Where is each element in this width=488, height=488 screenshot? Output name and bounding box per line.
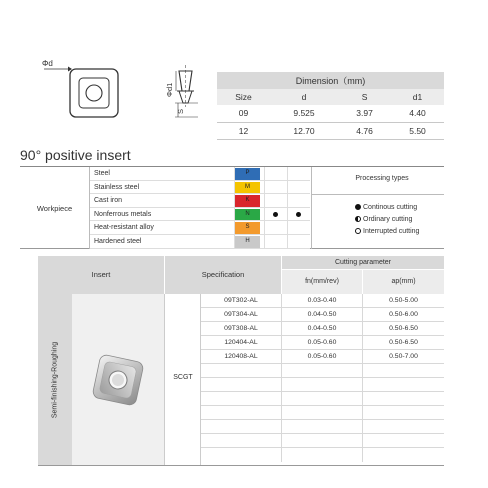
ap-cell <box>363 392 444 406</box>
operation-label: Semi-finishing-Roughing <box>51 341 59 419</box>
table-row <box>201 294 444 308</box>
fn-cell <box>282 406 363 420</box>
fn-cell: 0.04-0.50 <box>282 308 363 322</box>
material-name: Heat-resistant alloy <box>94 224 154 232</box>
spec-cell: 09T302-AL <box>201 294 282 308</box>
material-name: Hardened steel <box>94 238 142 245</box>
material-code-badge: P <box>235 168 260 180</box>
processing-type-label: Continous cutting <box>363 204 418 211</box>
ap-cell: 0.50-6.00 <box>389 311 418 318</box>
table-row <box>201 322 444 336</box>
suitability-dot <box>273 212 278 217</box>
material-name: Nonferrous metals <box>94 210 152 218</box>
insert-table-header <box>38 256 444 294</box>
spec-cell <box>201 448 282 462</box>
fn-cell <box>282 364 363 378</box>
dimension-row <box>217 122 444 139</box>
fn-cell: 0.04-0.50 <box>282 322 363 336</box>
fn-cell: 0.03-0.40 <box>282 294 363 308</box>
table-bottom-rule <box>38 465 444 466</box>
cell: 4.40 <box>391 105 444 122</box>
material-row <box>90 181 310 195</box>
empty-circle-icon <box>355 228 361 234</box>
spec-cell: 120404-AL <box>201 336 282 350</box>
cell: 12.70 <box>270 122 338 139</box>
ap-cell: 0.50-6.50 <box>389 325 418 332</box>
spec-cell: 120408-AL <box>201 350 282 364</box>
insert-photo <box>72 294 165 466</box>
dimension-table <box>217 72 444 140</box>
ap-cell: 0.50-6.50 <box>389 339 418 346</box>
material-row <box>90 221 310 235</box>
fn-cell <box>282 420 363 434</box>
table-row <box>201 420 444 434</box>
processing-type <box>355 227 419 237</box>
fn-cell <box>282 392 363 406</box>
cell: 5.50 <box>391 122 444 139</box>
material-code-badge: H <box>235 236 260 248</box>
col-d: d <box>270 89 338 105</box>
table-row <box>201 434 444 448</box>
processing-type-label: Ordinary cutting <box>363 216 413 223</box>
processing-type-label: Interrupted cutting <box>363 228 420 235</box>
material-row <box>90 167 310 181</box>
table-row <box>201 350 444 364</box>
label-d: Φd <box>42 59 53 68</box>
cell: 09 <box>217 105 270 122</box>
table-row <box>201 364 444 378</box>
workpiece-table <box>20 167 444 249</box>
processing-type <box>355 203 417 213</box>
label-d1: Φd1 <box>165 82 174 97</box>
section-title: 90° positive insert <box>20 147 131 163</box>
spec-cell <box>201 392 282 406</box>
table-row <box>201 308 444 322</box>
cell: 12 <box>217 122 270 139</box>
label-s: S <box>176 108 185 114</box>
insert-image <box>72 294 165 466</box>
col-d1: d1 <box>391 89 444 105</box>
operation-side-label <box>38 294 72 466</box>
fn-cell: 0.05-0.60 <box>282 336 363 350</box>
suitability-dot <box>296 212 301 217</box>
material-code-badge: M <box>235 182 260 194</box>
insert-type-cell <box>165 294 201 466</box>
material-row <box>90 194 310 208</box>
material-code-badge: N <box>235 209 260 221</box>
material-name: Cast iron <box>94 197 123 205</box>
ap-cell <box>363 378 444 392</box>
ap-cell <box>363 406 444 420</box>
col-s: S <box>338 89 391 105</box>
table-row <box>201 336 444 350</box>
material-code-badge: K <box>235 195 260 207</box>
column-divider <box>234 167 235 249</box>
insert-table <box>38 256 444 466</box>
header-specification: Specification <box>165 256 282 294</box>
ap-cell <box>363 434 444 448</box>
spec-cell <box>201 434 282 448</box>
table-row <box>201 378 444 392</box>
spec-cell <box>201 420 282 434</box>
spec-cell <box>201 378 282 392</box>
table-row <box>201 406 444 420</box>
ap-cell <box>363 448 444 462</box>
half-circle-icon <box>355 216 361 222</box>
material-code-badge: S <box>235 222 260 234</box>
table-row <box>201 392 444 406</box>
column-divider <box>311 167 312 249</box>
material-name: Steel <box>94 170 110 177</box>
spec-cell <box>201 364 282 378</box>
ap-cell <box>363 364 444 378</box>
fn-cell <box>282 378 363 392</box>
ap-cell <box>363 420 444 434</box>
header-ap: ap(mm) <box>363 270 444 294</box>
ap-cell: 0.50-5.00 <box>389 297 418 304</box>
header-insert: Insert <box>38 256 165 294</box>
cell: 4.76 <box>338 122 391 139</box>
insert-type: SCGT <box>173 374 193 381</box>
processing-divider <box>312 194 444 195</box>
fn-cell: 0.05-0.60 <box>282 350 363 364</box>
cell: 3.97 <box>338 105 391 122</box>
insert-hole <box>86 85 102 101</box>
fn-cell <box>282 434 363 448</box>
material-row <box>90 235 310 249</box>
table-row <box>201 448 444 462</box>
dimension-title: Dimension（mm) <box>217 72 444 89</box>
full-circle-icon <box>355 204 361 210</box>
workpiece-label: Workpiece <box>20 167 90 249</box>
insert-technical-drawing <box>42 55 202 135</box>
column-divider <box>287 167 288 249</box>
column-divider <box>264 167 265 249</box>
dimension-row <box>217 105 444 122</box>
spec-cell: 09T304-AL <box>201 308 282 322</box>
fn-cell <box>282 448 363 462</box>
header-cutting-parameter: Cutting parameter <box>282 256 444 270</box>
processing-type <box>355 215 412 225</box>
cell: 9.525 <box>270 105 338 122</box>
processing-types-title: Processing types <box>355 175 409 182</box>
spec-cell: 09T308-AL <box>201 322 282 336</box>
material-name: Stainless steel <box>94 183 140 191</box>
ap-cell: 0.50-7.00 <box>389 353 418 360</box>
spec-cell <box>201 406 282 420</box>
header-fn: fn(mm/rev) <box>282 270 363 294</box>
col-size: Size <box>217 89 270 105</box>
